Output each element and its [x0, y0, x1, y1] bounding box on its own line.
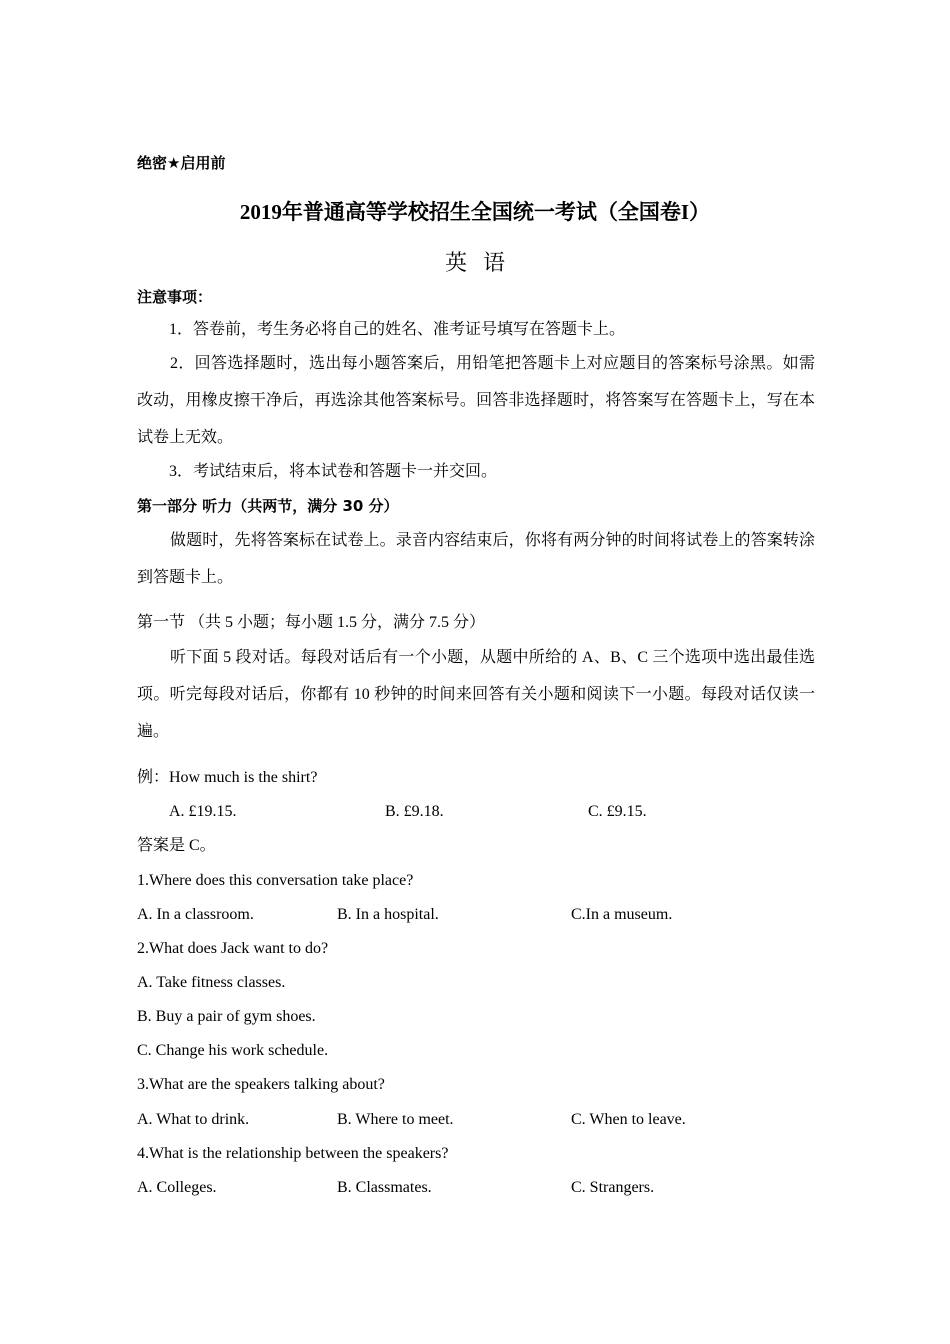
question-2-option-a: A. Take fitness classes. — [137, 974, 286, 991]
example-question: 例：How much is the shirt? — [137, 769, 318, 786]
section1-instructions: 听下面 5 段对话。每段对话后有一个小题，从题中所给的 A、B、C 三个选项中选出最佳选项。听完每段对话后，你都有 10 秒钟的时间来回答有关小题和阅读下一小题。每段对话仅读一遍。 — [137, 649, 815, 740]
subject-title: 英语 — [444, 251, 521, 276]
question-1-option-a: A. In a classroom. — [137, 906, 254, 923]
question-2-option-c: C. Change his work schedule. — [137, 1042, 329, 1059]
question-4-option-c: C. Strangers. — [571, 1179, 655, 1196]
question-3-option-c: C. When to leave. — [571, 1111, 686, 1128]
part1-instructions: 做题时，先将答案标在试卷上。录音内容结束后，你将有两分钟的时间将试卷上的答案转涂到答题卡上。 — [137, 532, 815, 586]
question-4-stem: 4.What is the relationship between the speakers? — [137, 1145, 449, 1162]
example-option-b: B. £9.18. — [385, 803, 444, 820]
section1-heading: 第一节 （共 5 小题；每小题 1.5 分，满分 7.5 分） — [137, 614, 486, 631]
question-3-option-a: A. What to drink. — [137, 1111, 250, 1128]
exam-title: 2019年普通高等学校招生全国统一考试（全国卷I） — [239, 200, 711, 224]
classified-label: 绝密★启用前 — [137, 154, 226, 172]
part1-heading: 第一部分 听力（共两节，满分 30 分） — [137, 497, 399, 515]
question-3-stem: 3.What are the speakers talking about? — [137, 1076, 385, 1093]
question-3-option-b: B. Where to meet. — [337, 1111, 454, 1128]
question-4-option-b: B. Classmates. — [337, 1179, 432, 1196]
question-1-option-b: B. In a hospital. — [337, 906, 439, 923]
notice-heading: 注意事项： — [137, 288, 213, 306]
notice-item-3: 3．考试结束后，将本试卷和答题卡一并交回。 — [169, 463, 498, 480]
question-1-stem: 1.Where does this conversation take place? — [137, 872, 414, 889]
question-4-option-a: A. Colleges. — [137, 1179, 217, 1196]
example-option-a: A. £19.15. — [169, 803, 237, 820]
example-option-c: C. £9.15. — [588, 803, 647, 820]
notice-item-2: 2．回答选择题时，选出每小题答案后，用铅笔把答题卡上对应题目的答案标号涂黑。如需改动，用橡皮擦干净后，再选涂其他答案标号。回答非选择题时，将答案写在答题卡上，写在本试卷上无效。 — [137, 355, 815, 446]
question-2-stem: 2.What does Jack want to do? — [137, 940, 329, 957]
example-answer: 答案是 C。 — [137, 837, 216, 854]
question-1-option-c: C.In a museum. — [571, 906, 673, 923]
notice-item-1: 1．答卷前，考生务必将自己的姓名、准考证号填写在答题卡上。 — [169, 321, 626, 338]
question-2-option-b: B. Buy a pair of gym shoes. — [137, 1008, 316, 1025]
